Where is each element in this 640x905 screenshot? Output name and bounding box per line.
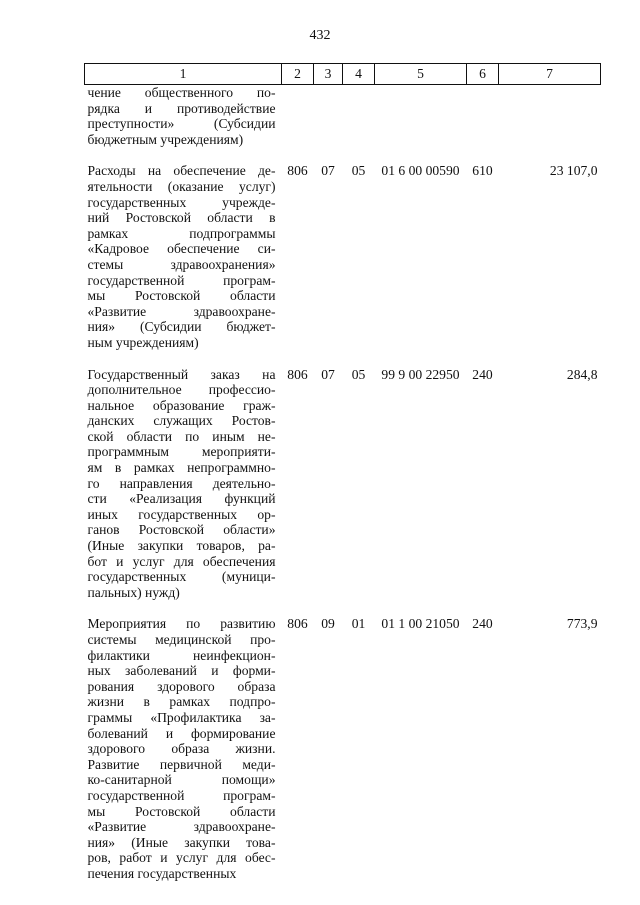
- row-description: [85, 147, 282, 350]
- table-row: [85, 147, 601, 350]
- description-line: рамках подпрограммы: [87, 225, 276, 241]
- description-line: иных государственных ор-: [87, 506, 276, 522]
- description-line: государственной програм-: [87, 787, 276, 803]
- row-section-code: 07: [321, 163, 335, 179]
- row-expense-type: 610: [472, 163, 493, 179]
- row-amount: 23 107,0: [549, 163, 598, 179]
- row-target-article: 01 1 00 21050: [381, 616, 460, 632]
- description-line: «Развитие здравоохране-: [87, 303, 276, 319]
- row-section-code: 07: [321, 366, 335, 382]
- description-line: Развитие первичной меди-: [87, 756, 276, 772]
- description-line: жизни в рамках подпро-: [87, 694, 276, 710]
- description-line: сти «Реализация функций: [87, 491, 276, 507]
- description-line: Мероприятия по развитию: [87, 616, 276, 632]
- row-ministry-code: 806: [287, 163, 308, 179]
- row-expense-type: [467, 85, 499, 148]
- description-line: ния» (Субсидии бюджет-: [87, 319, 276, 335]
- description-line: мы Ростовской области: [87, 803, 276, 819]
- description-line: бот и услуг для обеспечения: [87, 553, 276, 569]
- description-line: «Развитие здравоохране-: [87, 819, 276, 835]
- description-line: ятельности (оказание услуг): [87, 178, 276, 194]
- description-line: ко-санитарной помощи»: [87, 772, 276, 788]
- page-number: 432: [309, 28, 331, 43]
- table-body: [85, 85, 601, 882]
- description-line: ров, работ и услуг для обес-: [87, 850, 276, 866]
- row-ministry-code: 806: [287, 616, 308, 632]
- description-line: стемы здравоохранения»: [87, 256, 276, 272]
- description-line: программным мероприяти-: [87, 444, 276, 460]
- header-col-5: 5: [375, 64, 467, 85]
- row-amount: [499, 85, 601, 148]
- description-line: чение общественного по-: [87, 85, 276, 100]
- description-line: ям в рамках непрограммно-: [87, 460, 276, 476]
- header-col-3: 3: [314, 64, 343, 85]
- description-line: филактики неинфекцион-: [87, 647, 276, 663]
- description-line: Расходы на обеспечение де-: [87, 163, 276, 179]
- description-line: го направления деятельно-: [87, 475, 276, 491]
- row-target-article: [375, 85, 467, 148]
- description-line: дополнительное профессио-: [87, 382, 276, 398]
- row-expense-type: 240: [472, 616, 493, 632]
- row-ministry-code: 806: [287, 366, 308, 382]
- row-subsection-code: 05: [351, 366, 366, 382]
- description-line: здорового образа жизни.: [87, 741, 276, 757]
- header-col-4: 4: [343, 64, 375, 85]
- row-amount: 284,8: [566, 366, 598, 382]
- row-subsection-code: [343, 85, 375, 148]
- description-line: бюджетным учреждениям): [87, 131, 244, 147]
- table-row: [85, 351, 601, 601]
- description-line: ганов Ростовской области»: [87, 522, 276, 538]
- row-target-article: 01 6 00 00590: [381, 163, 460, 179]
- description-line: государственных (муници-: [87, 569, 276, 585]
- table-row: [85, 600, 601, 881]
- header-col-2: 2: [282, 64, 314, 85]
- description-line: ской области по иным не-: [87, 428, 276, 444]
- description-line: ным учреждениям): [87, 334, 199, 350]
- description-line: Государственный заказ на: [87, 366, 276, 382]
- header-col-6: 6: [467, 64, 499, 85]
- description-line: преступности» (Субсидии: [87, 116, 276, 132]
- description-line: ных заболеваний и форми-: [87, 663, 276, 679]
- row-expense-type: 240: [472, 366, 493, 382]
- row-target-article: 99 9 00 22950: [381, 366, 460, 382]
- row-description: [85, 351, 282, 601]
- row-ministry-code: [282, 85, 314, 148]
- description-line: ний Ростовской области в: [87, 210, 276, 226]
- row-section-code: [314, 85, 343, 148]
- row-section-code: 09: [321, 616, 335, 632]
- description-line: граммы «Профилактика за-: [87, 709, 276, 725]
- description-line: нальное образование граж-: [87, 397, 276, 413]
- description-line: ния» (Иные закупки това-: [87, 834, 276, 850]
- description-line: (Иные закупки товаров, ра-: [87, 538, 276, 554]
- row-amount: 773,9: [566, 616, 598, 632]
- row-subsection-code: 05: [351, 163, 366, 179]
- description-line: государственных учрежде-: [87, 194, 276, 210]
- description-line: данских служащих Ростов-: [87, 413, 276, 429]
- table-row: [85, 85, 601, 148]
- description-line: системы медицинской про-: [87, 632, 276, 647]
- budget-table: [84, 63, 601, 882]
- row-description: [85, 85, 282, 148]
- row-description: [85, 600, 282, 881]
- header-row: [85, 64, 601, 85]
- description-line: рования здорового образа: [87, 678, 276, 694]
- description-line: мы Ростовской области: [87, 288, 276, 304]
- description-line: рядка и противодействие: [87, 100, 276, 116]
- description-line: «Кадровое обеспечение си-: [87, 241, 276, 257]
- description-line: пальных) нужд): [87, 584, 180, 600]
- row-subsection-code: 01: [351, 616, 366, 632]
- header-col-1: 1: [85, 64, 282, 85]
- description-line: государственной програм-: [87, 272, 276, 288]
- header-col-7: 7: [499, 64, 601, 85]
- description-line: печения государственных: [87, 865, 237, 881]
- description-line: болеваний и формирование: [87, 725, 276, 741]
